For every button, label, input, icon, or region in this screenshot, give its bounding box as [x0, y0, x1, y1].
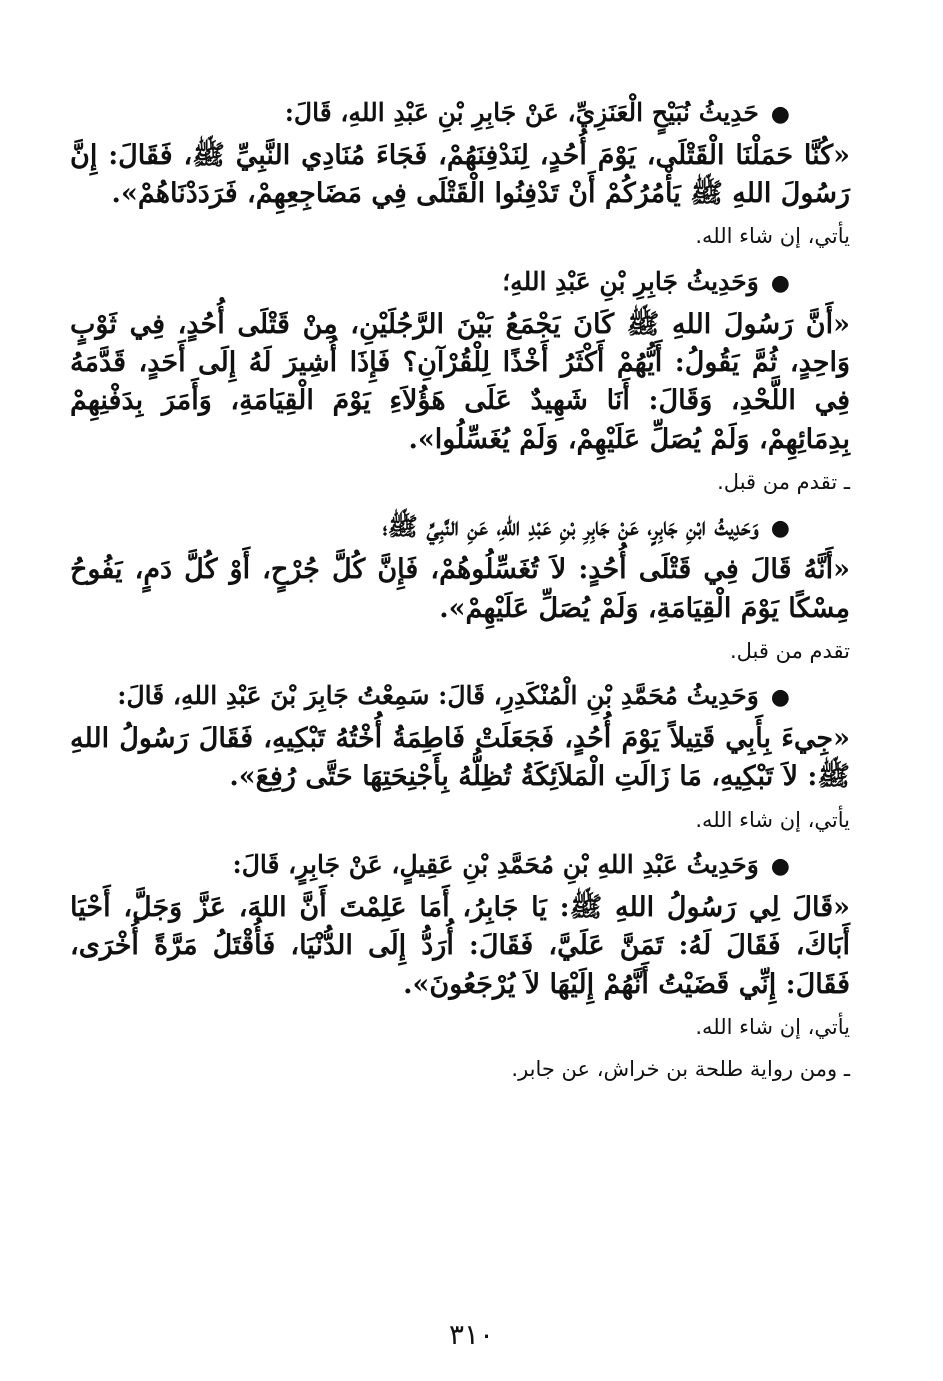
bullet-icon: ● — [770, 269, 790, 296]
page-number: ٣١٠ — [448, 1318, 495, 1351]
entry-2 — [70, 263, 850, 499]
entry-heading: ●وَحَدِيثُ مُحَمَّدِ بْنِ الْمُنْكَدِرِ، قَالَ: سَمِعْتُ جَابِرَ بْنَ عَبْدِ اللهِ، قَالَ: — [70, 677, 850, 716]
entry-heading: ●حَدِيثُ نُبَيْحٍ الْعَنَزِيِّ، عَنْ جَابِرِ بْنِ عَبْدِ اللهِ، قَالَ: — [70, 94, 850, 133]
entry-note: تقدم من قبل. — [729, 638, 850, 663]
final-note: ـ ومن رواية طلحة بن خراش، عن جابر. — [511, 1056, 850, 1081]
hadith-text: «أَنَّ رَسُولَ اللهِ ﷺ كَانَ يَجْمَعُ بَيْنَ الرَّجُلَيْنِ، مِنْ قَتْلَى أُحُدٍ، فِي ثَوْبٍ وَاحِدٍ، ثُمَّ يَقُولُ: أَيُّهُمْ أَكْثَرُ أَخْذًا لِلْقُرْآنِ؟ فَإِذَا أُشِيرَ لَهُ إِلَى أَحَدٍ، قَدَّمَهُ فِي اللَّحْدِ، وَقَالَ: أَنَا شَهِيدٌ عَلَى هَؤُلاَءِ يَوْمَ الْقِيَامَةِ، وَأَمَرَ بِدَفْنِهِمْ بِدِمَائِهِمْ، وَلَمْ يُصَلِّ عَلَيْهِمْ، وَلَمْ يُغَسِّلُوا». — [70, 308, 850, 455]
entry-3 — [70, 508, 850, 667]
entry-note: ـ تقدم من قبل. — [717, 469, 850, 494]
entry-1 — [70, 94, 850, 253]
bullet-icon: ● — [770, 853, 790, 880]
entry-5 — [70, 846, 850, 1043]
bullet-icon: ● — [770, 684, 790, 711]
bullet-icon: ● — [770, 515, 790, 542]
entry-heading: ●وَحَدِيثُ جَابِرِ بْنِ عَبْدِ اللهِ؛ — [70, 263, 850, 302]
entry-note: يأتي، إن شاء الله. — [695, 807, 850, 832]
entry-note: يأتي، إن شاء الله. — [695, 224, 850, 249]
bullet-icon: ● — [770, 101, 790, 127]
hadith-text: «أَنَّهُ قَالَ فِي قَتْلَى أُحُدٍ: لاَ تُغَسِّلُوهُمْ، فَإِنَّ كُلَّ جُرْحٍ، أَوْ كُلَّ دَمٍ، يَفُوحُ مِسْكًا يَوْمَ الْقِيَامَةِ، وَلَمْ يُصَلِّ عَلَيْهِمْ». — [70, 554, 850, 624]
hadith-text: «كُنَّا حَمَلْنَا الْقَتْلَى، يَوْمَ أُحُدٍ، لِنَدْفِنَهُمْ، فَجَاءَ مُنَادِي النَّبِيِّ ﷺ، فَقَالَ: إِنَّ رَسُولَ اللهِ ﷺ يَأْمُرُكُمْ أَنْ تَدْفِنُوا الْقَتْلَى فِي مَضَاجِعِهِمْ، فَرَدَدْنَاهُمْ». — [70, 139, 850, 210]
entry-4 — [70, 677, 850, 836]
entry-heading: ●وَحَدِيثُ ابْنِ جَابِرٍ، عَنْ جَابِرِ بْنِ عَبْدِ اللهِ، عَنِ النَّبِيِّ ﷺ؛ — [70, 508, 850, 547]
hadith-text: «جِيءَ بِأَبِي قَتِيلاً يَوْمَ أُحُدٍ، فَجَعَلَتْ فَاطِمَةُ أُخْتُهُ تَبْكِيهِ، فَقَالَ رَسُولُ اللهِ ﷺ: لاَ تَبْكِيهِ، مَا زَالَتِ الْمَلاَئِكَةُ تُظِلُّهُ بِأَجْنِحَتِهَا حَتَّى رُفِعَ». — [70, 723, 850, 793]
entry-note: يأتي، إن شاء الله. — [695, 1015, 850, 1040]
entry-heading: ●وَحَدِيثُ عَبْدِ اللهِ بْنِ مُحَمَّدِ بْنِ عَقِيلٍ، عَنْ جَابِرٍ، قَالَ: — [70, 846, 850, 885]
hadith-text: «قَالَ لِي رَسُولُ اللهِ ﷺ: يَا جَابِرُ، أَمَا عَلِمْتَ أَنَّ اللهَ، عَزَّ وَجَلَّ، أَحْيَا أَبَاكَ، فَقَالَ لَهُ: تَمَنَّ عَلَيَّ، فَقَالَ: أُرَدُّ إِلَى الدُّنْيَا، فَأُقْتَلُ مَرَّةً أُخْرَى، فَقَالَ: إِنِّي قَضَيْتُ أَنَّهُمْ إِلَيْهَا لاَ يُرْجَعُونَ». — [70, 892, 850, 1000]
page-body — [70, 90, 850, 1095]
